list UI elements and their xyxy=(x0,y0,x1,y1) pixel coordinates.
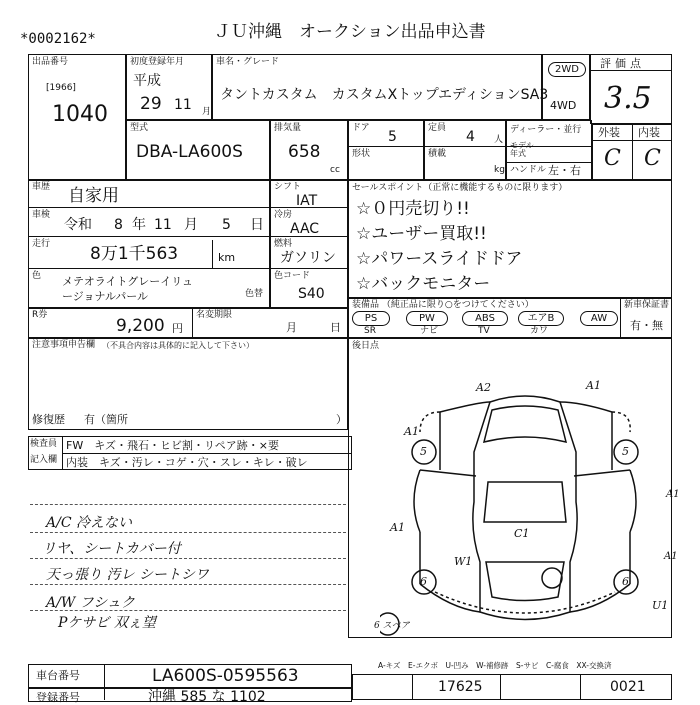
interior-label: 内装 xyxy=(638,126,660,139)
repair-close: ） xyxy=(336,413,347,426)
score-value: 3.5 xyxy=(604,81,652,116)
mark-a2: A2 xyxy=(476,381,491,394)
mark-u1: U1 xyxy=(652,599,669,612)
color-label: 色 xyxy=(32,271,42,281)
mark-w1: W1 xyxy=(454,555,473,568)
displacement-value: 658 xyxy=(288,142,321,162)
name-change-label: 名変期限 xyxy=(196,310,233,320)
tire-rear-right: 6 xyxy=(622,575,629,588)
usage-value: 自家用 xyxy=(68,186,119,206)
equip-leather: カワ xyxy=(530,326,549,336)
sales-point-4: ☆バックモニター xyxy=(356,274,491,294)
new-warranty-value: 有・無 xyxy=(630,319,663,332)
repair-label: 修復歴 xyxy=(32,413,65,426)
equip-pw: PW xyxy=(406,311,448,326)
registration-month: 11 xyxy=(174,97,192,113)
load-label: 積載 xyxy=(428,149,447,159)
model-name-value: タントカスタム カスタムXトップエディションSA3 xyxy=(220,87,549,103)
steering-label: ハンドル xyxy=(510,165,547,175)
usage-label: 車歴 xyxy=(32,182,51,192)
mileage-label: 走行 xyxy=(32,239,51,249)
recycle-label: R券 xyxy=(32,310,48,320)
displacement-label: 排気量 xyxy=(274,123,302,133)
shift-label: シフト xyxy=(274,182,302,192)
color-line1: メテオライトグレーイリュ xyxy=(62,275,193,288)
mileage-unit: km xyxy=(218,251,236,264)
lot-number: 1040 xyxy=(52,102,108,127)
equip-navi: ナビ xyxy=(420,326,439,336)
shift-value: IAT xyxy=(296,193,318,209)
dealer-label: ディーラー・並行 xyxy=(510,125,582,135)
chassis-value: LA600S-0595563 xyxy=(152,666,299,686)
inspection-day-unit: 日 xyxy=(250,217,264,233)
sales-points-label: セールスポイント（正常に機能するものに限ります） xyxy=(352,183,568,193)
displacement-unit: cc xyxy=(330,165,340,175)
tire-front-left: 5 xyxy=(420,445,427,458)
color-line2: ージョナルパール xyxy=(62,290,149,303)
recycle-unit: 円 xyxy=(172,322,183,335)
type-value: DBA-LA600S xyxy=(136,142,243,162)
equip-airbag: エアB xyxy=(518,311,564,326)
inspection-month-unit: 月 xyxy=(184,217,198,233)
mark-c1: C1 xyxy=(514,527,530,540)
lot-sub-number: [1966] xyxy=(46,83,76,93)
serial-number: *0002162* xyxy=(20,31,96,47)
equip-aw: AW xyxy=(580,311,618,326)
tire-rear-left: 6 xyxy=(420,575,427,588)
color-code-label: 色コード xyxy=(274,271,311,281)
score-label: 評価点 xyxy=(600,57,645,70)
notes-label: 注意事項申告欄 xyxy=(32,340,96,350)
registration-year: 29 xyxy=(140,94,162,114)
mark-a1-side: A1 xyxy=(390,521,405,534)
handwritten-note-1: A/C 冷えない xyxy=(46,515,132,531)
color-change-label: 色替 xyxy=(245,289,264,299)
chassis-label: 車台番号 xyxy=(36,669,80,682)
aircon-value: AAC xyxy=(290,221,320,237)
fuel-label: 燃料 xyxy=(274,239,293,249)
drive-2wd-circle: 2WD xyxy=(548,62,586,77)
fuel-value: ガソリン xyxy=(280,250,336,266)
model-name-label: 車名・グレード xyxy=(216,57,280,67)
recycle-box xyxy=(28,308,348,338)
plate-value: 沖縄 585 な 1102 xyxy=(148,689,266,705)
new-warranty-label: 新車保証書 xyxy=(624,300,670,310)
inspection-year: 8 xyxy=(114,217,123,233)
spare-tire-mark: 6 スペア xyxy=(374,621,410,631)
equipment-label: 装備品 （純正品に限り○をつけてください） xyxy=(352,300,534,310)
color-code-value: S40 xyxy=(298,286,325,302)
aircon-label: 冷房 xyxy=(274,210,293,220)
inspection-day: 5 xyxy=(222,217,231,233)
sales-point-1: ☆０円売切り!! xyxy=(356,199,470,219)
model-year-label: モデル 年式 xyxy=(510,141,534,159)
fee-value: 0021 xyxy=(610,679,646,695)
inspection-month: 11 xyxy=(154,217,172,233)
lot-label: 出品番号 xyxy=(32,57,69,67)
mileage-value: 8万1千563 xyxy=(90,244,179,264)
name-change-month-unit: 月 xyxy=(286,321,297,334)
sales-point-3: ☆パワースライドドア xyxy=(356,249,523,269)
checklist-label-2: 記入欄 xyxy=(30,455,58,465)
handwritten-note-5: Pケサビ 双ぇ望 xyxy=(58,615,156,631)
doors-value: 5 xyxy=(388,129,397,145)
capacity-unit: 人 xyxy=(494,135,504,145)
registration-month-unit: 月 xyxy=(202,107,212,117)
inspection-era: 令和 xyxy=(64,217,92,233)
registration-era: 平成 xyxy=(133,73,161,89)
inspection-year-unit: 年 xyxy=(132,217,146,233)
name-change-day-unit: 日 xyxy=(330,321,341,334)
load-unit: kg xyxy=(494,165,505,175)
doors-label: ドア xyxy=(352,123,370,133)
checklist-label-1: 検査員 xyxy=(30,439,58,449)
type-label: 型式 xyxy=(130,123,149,133)
recycle-value: 9,200 xyxy=(116,316,165,336)
sales-point-2: ☆ユーザー買取!! xyxy=(356,224,487,244)
handwritten-note-2: リヤ、シートカバー付 xyxy=(42,541,181,557)
handwritten-note-4: A/W フシュク xyxy=(46,595,135,611)
sheet-title: ＪＵ沖縄 オークション出品申込書 xyxy=(214,22,486,42)
notes-box xyxy=(28,338,348,430)
mark-a1-top: A1 xyxy=(586,379,601,392)
car-damage-diagram xyxy=(380,372,670,642)
checklist-row-1: FW キズ・飛石・ヒビ割・リペア跡・×要 xyxy=(66,439,279,452)
capacity-label: 定員 xyxy=(428,123,447,133)
mark-a1-left: A1 xyxy=(404,425,419,438)
equip-abs: ABS xyxy=(462,311,508,326)
drive-4wd: 4WD xyxy=(550,99,577,112)
shape-label: 形状 xyxy=(352,149,371,159)
seat-label: 後日点 xyxy=(352,341,380,351)
damage-legend: A-キズ E-エクボ U-凹み W-補修跡 S-サビ C-腐食 XX-交換済 xyxy=(378,661,612,670)
equip-sr: SR xyxy=(364,326,376,336)
mark-a1-right: A1 xyxy=(666,489,680,500)
mark-a1-rear: A1 xyxy=(664,551,678,562)
capacity-value: 4 xyxy=(466,129,475,145)
exterior-label: 外装 xyxy=(598,126,620,139)
tire-front-right: 5 xyxy=(622,445,629,458)
exterior-grade: C xyxy=(604,146,621,171)
handwritten-note-3: 天っ張り 汚レ シートシワ xyxy=(46,567,209,583)
inspection-label: 車検 xyxy=(32,210,51,220)
reserve-value: 17625 xyxy=(438,679,483,695)
steering-value: 左・右 xyxy=(548,164,581,177)
notes-sub: （不具合内容は具体的に記入して下さい） xyxy=(102,341,254,350)
equip-tv: TV xyxy=(478,326,490,336)
registration-label: 初度登録年月 xyxy=(130,57,185,67)
checklist-row-2: 内装 キズ・汚レ・コゲ・穴・スレ・キレ・破レ xyxy=(66,456,308,469)
interior-grade: C xyxy=(644,146,661,171)
repair-value: 有（箇所 xyxy=(84,413,128,426)
plate-label: 登録番号 xyxy=(36,691,80,704)
equip-ps: PS xyxy=(352,311,390,326)
